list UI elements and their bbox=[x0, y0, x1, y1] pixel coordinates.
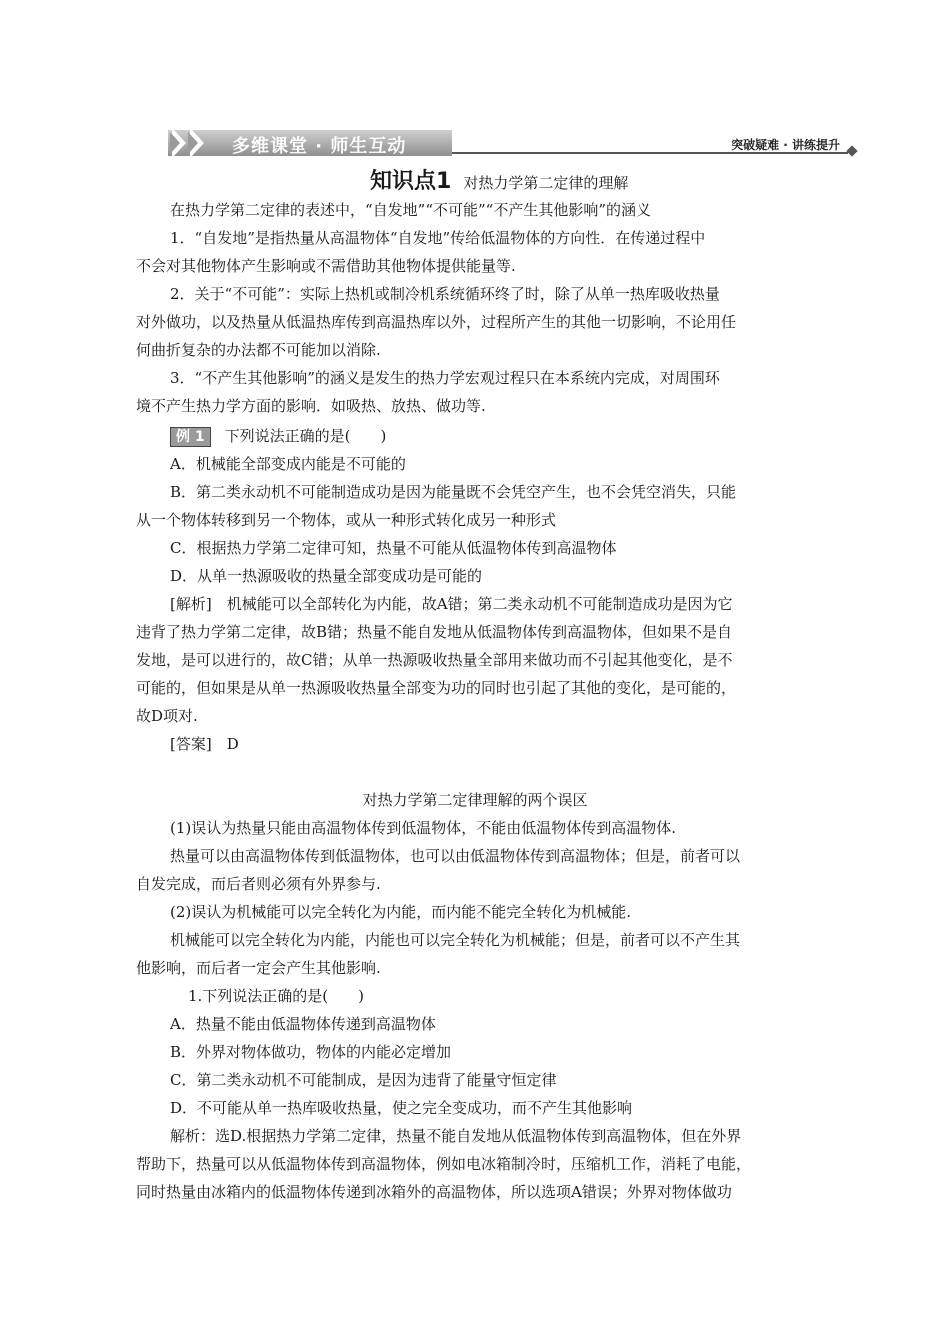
analysis-line: [解析] 机械能可以全部转化为内能，故A错；第二类永动机不可能制造成功是因为它 bbox=[170, 595, 733, 613]
option-d: D．从单一热源吸收的热量全部变成功是可能的 bbox=[170, 567, 483, 585]
option-c: C．根据热力学第二定律可知，热量不可能从低温物体传到高温物体 bbox=[170, 539, 617, 557]
misconception-1-text: 热量可以由高温物体传到低温物体，也可以由低温物体传到高温物体；但是，前者可以 bbox=[170, 847, 741, 865]
exercise-option-b: B．外界对物体做功，物体的内能必定增加 bbox=[170, 1043, 452, 1061]
example-badge: 例 1 bbox=[170, 427, 211, 447]
exercise-option-c: C．第二类永动机不可能制成，是因为违背了能量守恒定律 bbox=[170, 1071, 557, 1089]
answer: [答案] D bbox=[170, 735, 239, 753]
paragraph-line: 对外做功，以及热量从低温热库传到高温热库以外，过程所产生的其他一切影响，不论用任 bbox=[136, 313, 737, 331]
option-b: B．第二类永动机不可能制造成功是因为能量既不会凭空产生，也不会凭空消失，只能 bbox=[170, 483, 737, 501]
knowledge-point-title: 知识点1 bbox=[370, 169, 452, 194]
option-a: A．机械能全部变成内能是不可能的 bbox=[170, 455, 406, 473]
paragraph-line: 境不产生热力学方面的影响．如吸热、放热、做功等. bbox=[136, 397, 486, 415]
analysis-line: 故D项对. bbox=[136, 707, 198, 725]
misconception-1: (1)误认为热量只能由高温物体传到低温物体，不能由低温物体传到高温物体. bbox=[170, 819, 677, 837]
paragraph-line: 不会对其他物体产生影响或不需借助其他物体提供能量等. bbox=[136, 257, 516, 275]
exercise-analysis-line: 同时热量由冰箱内的低温物体传递到冰箱外的高温物体，所以选项A错误；外界对物体做功 bbox=[136, 1183, 732, 1201]
misconception-1-text: 自发完成，而后者则必须有外界参与. bbox=[136, 875, 381, 893]
diamond-icon bbox=[846, 145, 857, 156]
misconception-2-text: 他影响，而后者一定会产生其他影响. bbox=[136, 959, 381, 977]
section-banner bbox=[168, 128, 858, 158]
misconception-2-text: 机械能可以完全转化为内能，内能也可以完全转化为机械能；但是，前者可以不产生其 bbox=[170, 931, 741, 949]
paragraph-line: 3．“不产生其他影响”的涵义是发生的热力学宏观过程只在本系统内完成，对周围环 bbox=[170, 369, 720, 387]
exercise-analysis-line: 帮助下，热量可以从低温物体传到高温物体，例如电冰箱制冷时，压缩机工作，消耗了电能， bbox=[136, 1155, 752, 1173]
paragraph-line: 2．关于“不可能”：实际上热机或制冷机系统循环终了时，除了从单一热库吸收热量 bbox=[170, 285, 720, 303]
example-question-text: 下列说法正确的是( ) bbox=[224, 427, 387, 445]
paragraph-line: 1．“自发地”是指热量从高温物体“自发地”传给低温物体的方向性．在传递过程中 bbox=[170, 229, 706, 247]
misconception-title: 对热力学第二定律理解的两个误区 bbox=[362, 791, 588, 809]
chevron-icon bbox=[170, 132, 180, 154]
option-b-continued: 从一个物体转移到另一个物体，或从一种形式转化成另一种形式 bbox=[136, 511, 557, 529]
analysis-line: 发地，是可以进行的，故C错；从单一热源吸收热量全部用来做功而不引起其他变化，是不 bbox=[136, 651, 733, 669]
banner-title: 多维课堂 · 师生互动 bbox=[232, 136, 407, 157]
knowledge-point-subtitle: 对热力学第二定律的理解 bbox=[463, 174, 629, 192]
banner-subtitle: 突破疑难 · 讲练提升 bbox=[731, 138, 840, 152]
analysis-line: 可能的，但如果是从单一热源吸收热量全部变为功的同时也引起了其他的变化，是可能的， bbox=[136, 679, 737, 697]
chevron-icon bbox=[188, 132, 198, 154]
exercise-option-a: A．热量不能由低温物体传递到高温物体 bbox=[170, 1015, 436, 1033]
exercise-analysis-line: 解析：选D.根据热力学第二定律，热量不能自发地从低温物体传到高温物体，但在外界 bbox=[170, 1127, 742, 1145]
exercise-option-d: D．不可能从单一热库吸收热量，使之完全变成功，而不产生其他影响 bbox=[170, 1099, 633, 1117]
exercise-question: 1.下列说法正确的是( ) bbox=[188, 987, 365, 1005]
example-question bbox=[170, 426, 386, 447]
knowledge-point-heading bbox=[370, 164, 628, 195]
paragraph-line: 何曲折复杂的办法都不可能加以消除. bbox=[136, 341, 381, 359]
misconception-2: (2)误认为机械能可以完全转化为内能，而内能不能完全转化为机械能. bbox=[170, 903, 632, 921]
intro-text: 在热力学第二定律的表述中，“自发地”“不可能”“不产生其他影响”的涵义 bbox=[170, 201, 652, 219]
analysis-line: 违背了热力学第二定律，故B错；热量不能自发地从低温物体传到高温物体，但如果不是自 bbox=[136, 623, 733, 641]
